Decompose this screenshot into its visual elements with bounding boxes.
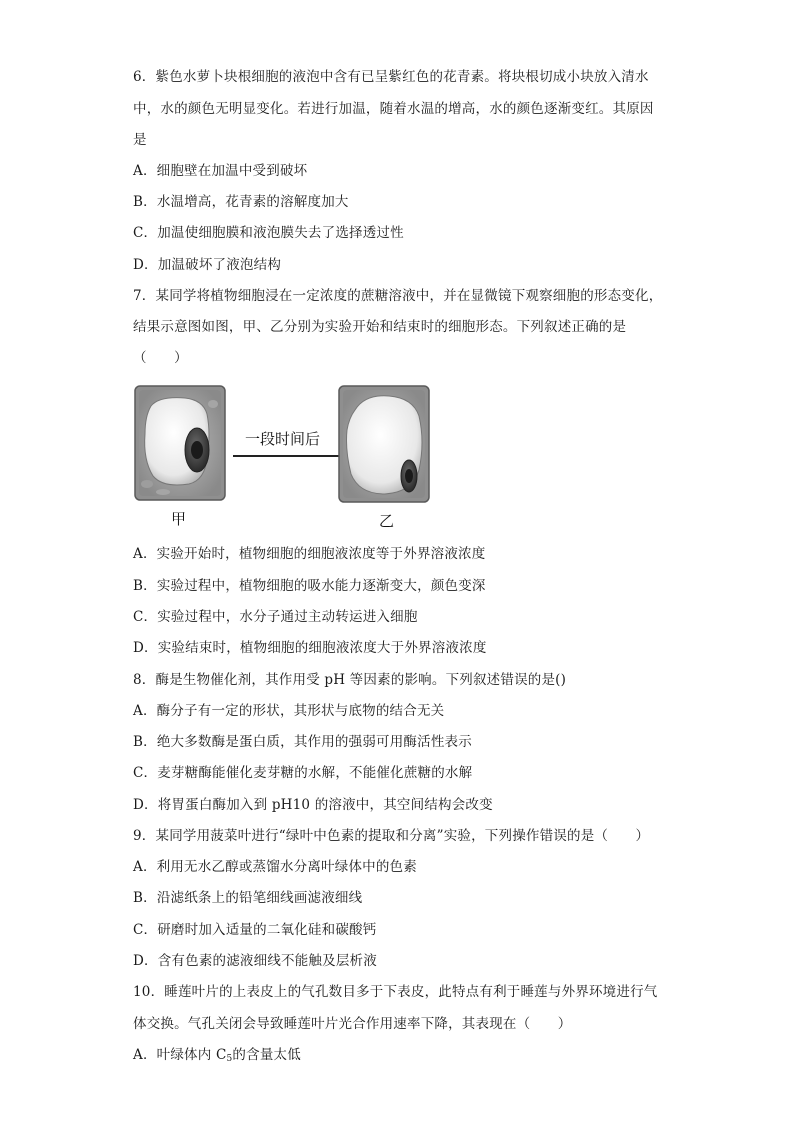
cell-yi [339,386,429,502]
q7-option-d: D．实验结束时，植物细胞的细胞液浓度大于外界溶液浓度 [133,640,487,656]
q10-option-a-prefix: A．叶绿体内 C [133,1047,227,1063]
q6-option-c: C．加温使细胞膜和液泡膜失去了选择透过性 [133,225,404,241]
q6-stem-line-3: 是 [133,132,147,148]
q8-option-b: B．绝大多数酶是蛋白质，其作用的强弱可用酶活性表示 [133,734,472,750]
q7-option-b: B．实验过程中，植物细胞的吸水能力逐渐变大，颜色变深 [133,578,486,594]
q7-option-a: A．实验开始时，植物细胞的细胞液浓度等于外界溶液浓度 [133,546,486,562]
plant-cell-diagram [133,384,433,530]
arrow-label: 一段时间后 [245,430,321,448]
cell-jia [135,386,225,500]
q8-option-c: C．麦芽糖酶能催化麦芽糖的水解，不能催化蔗糖的水解 [133,765,473,781]
q10-option-a-subscript: 5 [226,1054,233,1064]
q8-option-d: D．将胃蛋白酶加入到 pH10 的溶液中，其空间结构会改变 [133,797,493,813]
q9-option-d: D．含有色素的滤液细线不能触及层析液 [133,953,377,969]
q7-stem-line-2: 结果示意图如图，甲、乙分别为实验开始和结束时的细胞形态。下列叙述正确的是 [133,319,627,335]
q6-option-d: D．加温破坏了液泡结构 [133,257,282,273]
q6-stem-line-2: 中，水的颜色无明显变化。若进行加温，随着水温的增高，水的颜色逐渐变红。其原因 [133,101,654,117]
q9-option-b: B．沿滤纸条上的铅笔细线画滤液细线 [133,890,363,906]
transition-arrow [233,451,351,461]
q6-option-a: A．细胞壁在加温中受到破坏 [133,163,308,179]
label-jia: 甲 [171,510,187,528]
q6-stem-line-1: 6．紫色水萝卜块根细胞的液泡中含有已呈紫红色的花青素。将块根切成小块放入清水 [133,69,649,85]
q9-option-c: C．研磨时加入适量的二氧化硅和碳酸钙 [133,922,377,938]
q10-stem-line-1: 10．睡莲叶片的上表皮上的气孔数目多于下表皮，此特点有利于睡莲与外界环境进行气 [133,984,658,1000]
q10-stem-line-2: 体交换。气孔关闭会导致睡莲叶片光合作用速率下降，其表现在（ ） [133,1016,572,1032]
q9-stem-line-1: 9．某同学用菠菜叶进行“绿叶中色素的提取和分离”实验，下列操作错误的是（ ） [133,828,650,844]
q6-option-b: B．水温增高，花青素的溶解度加大 [133,194,349,210]
q7-stem-line-3: （ ） [133,350,188,366]
q9-option-a: A．利用无水乙醇或蒸馏水分离叶绿体中的色素 [133,859,417,875]
q8-stem-line-1: 8．酶是生物催化剂，其作用受 pH 等因素的影响。下列叙述错误的是() [133,672,567,688]
q7-stem-line-1: 7．某同学将植物细胞浸在一定浓度的蔗糖溶液中，并在显微镜下观察细胞的形态变化， [133,288,663,304]
plant-cell-figure [133,384,433,530]
q8-option-a: A．酶分子有一定的形状，其形状与底物的结合无关 [133,703,445,719]
q10-option-a-suffix: 的含量太低 [232,1047,301,1063]
q7-option-c: C．实验过程中，水分子通过主动转运进入细胞 [133,609,418,625]
label-yi: 乙 [379,512,395,530]
q10-option-a [133,1045,693,1065]
